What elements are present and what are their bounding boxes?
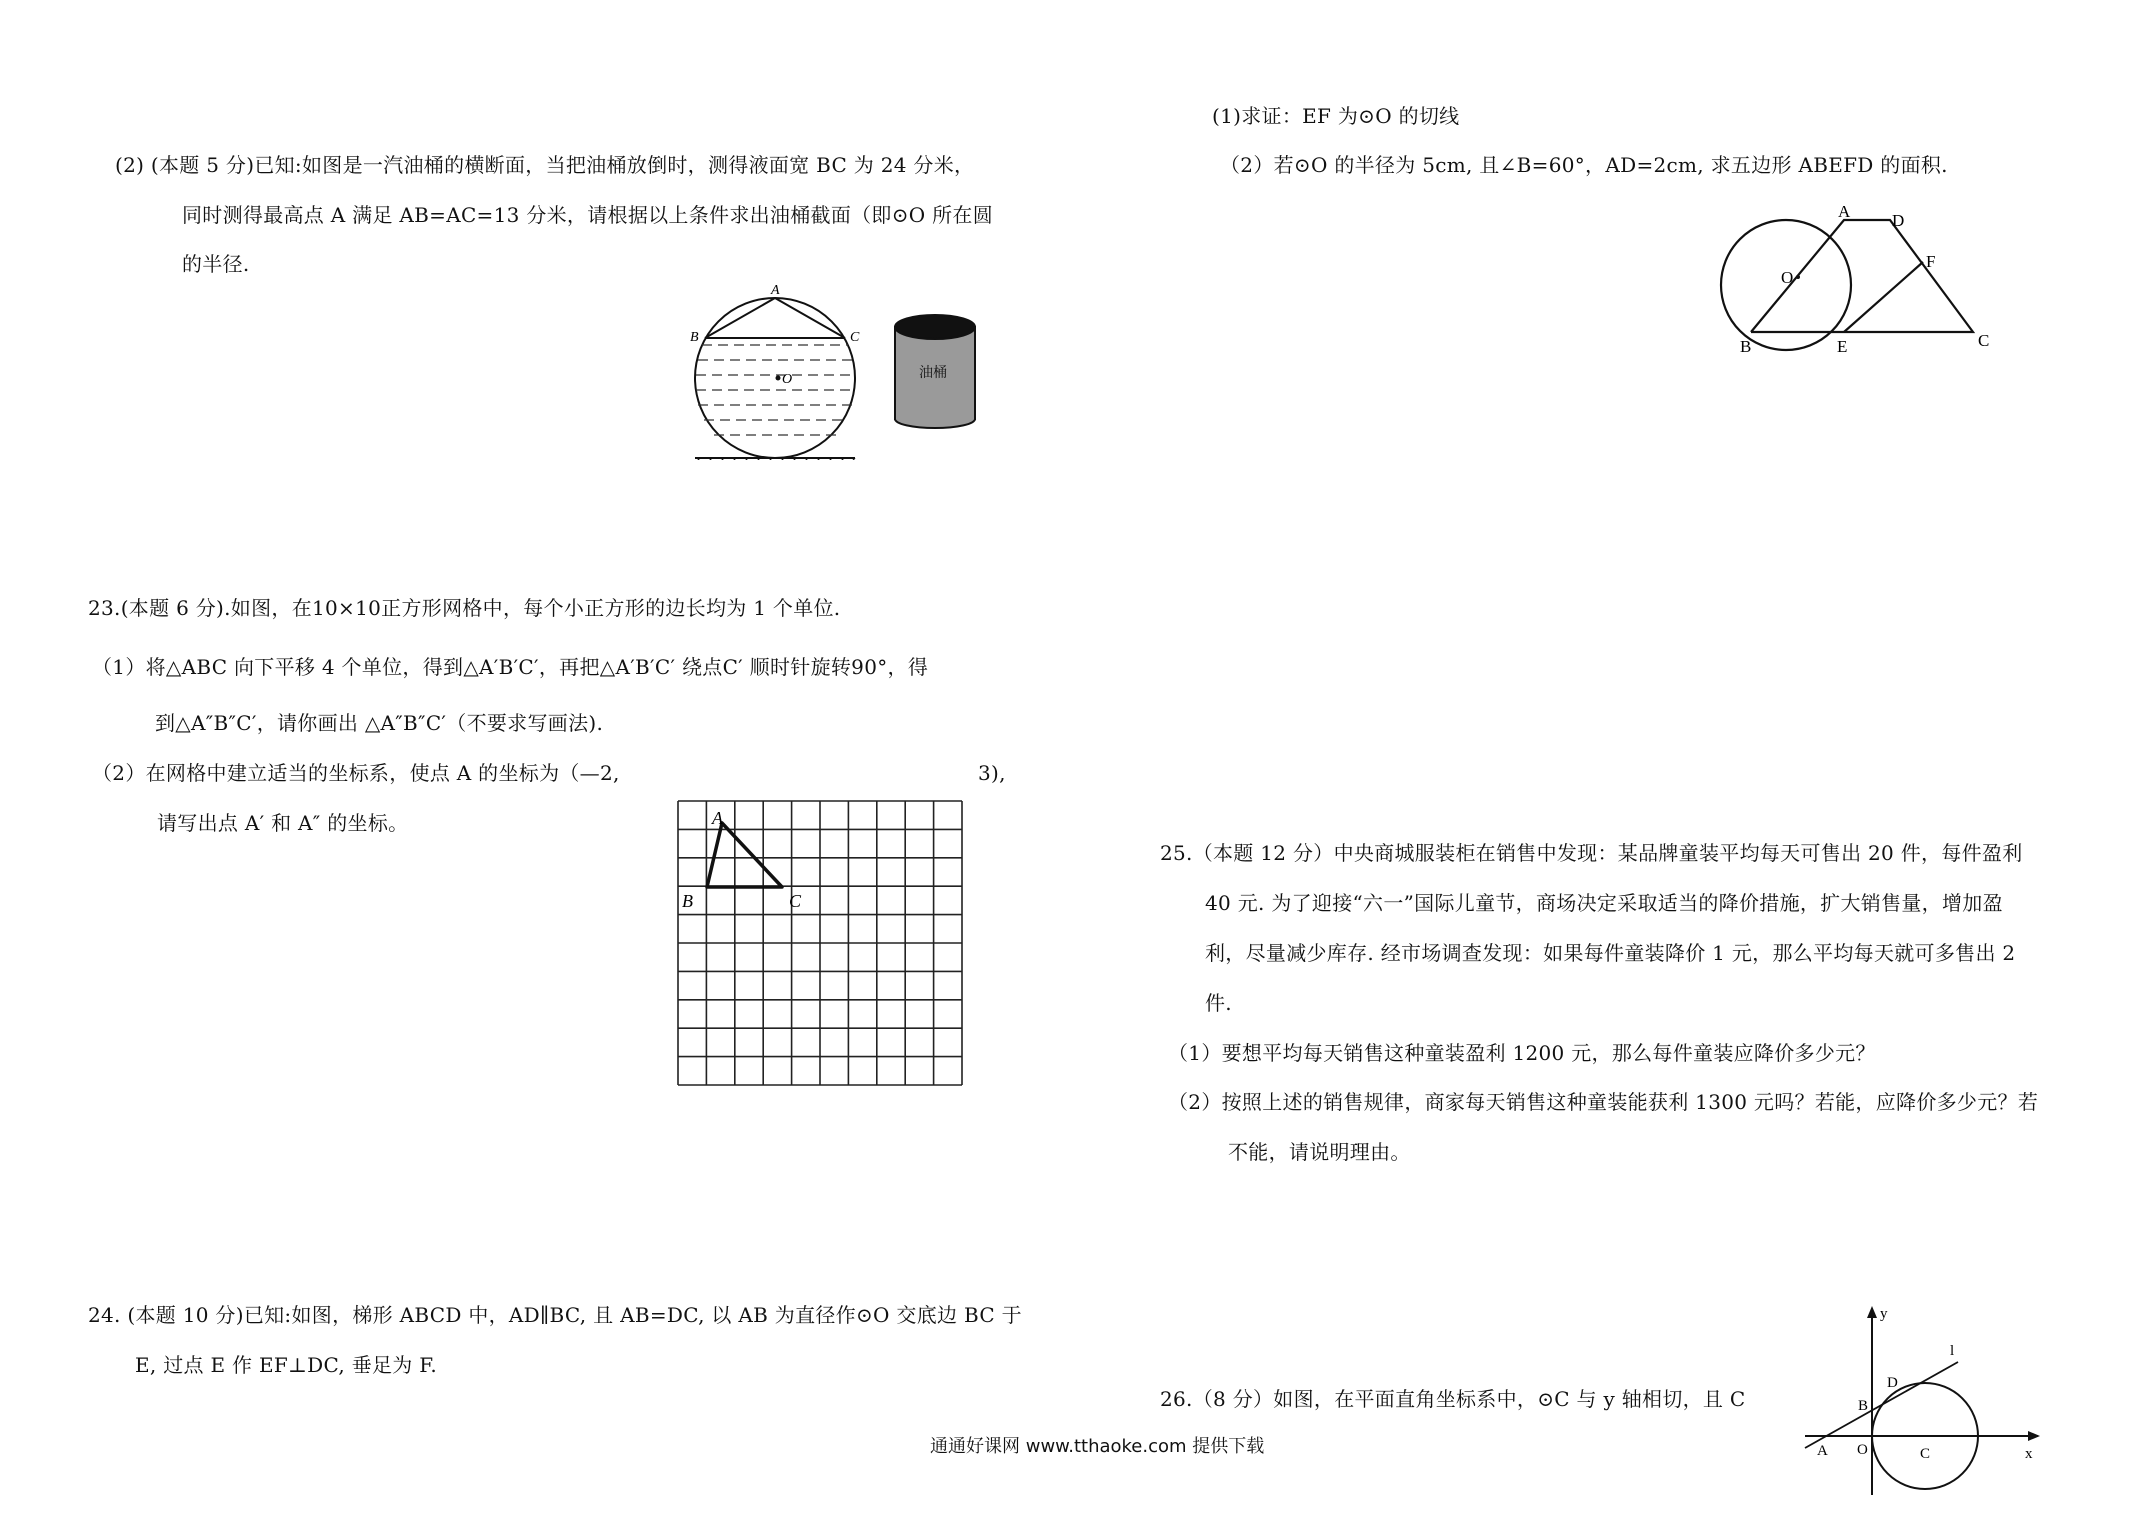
grid-figure	[672, 795, 964, 1105]
coord-label-b: B	[1858, 1398, 1869, 1414]
trap-label-b: B	[1740, 337, 1752, 356]
line-ab	[705, 298, 775, 338]
coord-label-y: y	[1880, 1306, 1888, 1322]
coord-label-l: l	[1950, 1343, 1955, 1359]
q23-part1-line2: 到△A″B″C′，请你画出 △A″B″C′（不要求写画法).	[155, 711, 604, 735]
q25-part1: （1）要想平均每天销售这种童装盈利 1200 元，那么每件童装应降价多少元？	[1168, 1041, 1876, 1065]
label-a: A	[771, 285, 780, 298]
line-ac	[775, 298, 845, 338]
center-point	[776, 376, 781, 381]
q24-part2: （2）若⊙O 的半径为 5cm, 且∠B=60°，AD=2cm, 求五边形 ABEFD 的面积.	[1220, 153, 1948, 177]
grid-label-a: A	[712, 808, 723, 828]
q25-line4: 件.	[1205, 991, 1232, 1015]
coord-label-x: x	[2025, 1446, 2033, 1462]
q22-line2: 同时测得最高点 A 满足 AB=AC=13 分米，请根据以上条件求出油桶截面（即⊙O 所在圆	[182, 203, 994, 227]
y-axis-arrow	[1867, 1306, 1877, 1318]
q23-title: 23.(本题 6 分).如图，在10×10正方形网格中，每个小正方形的边长均为 1 个单位.	[88, 596, 841, 620]
q22-line1: (2) (本题 5 分)已知:如图是一汽油桶的横断面，当把油桶放倒时，测得液面宽 BC 为 24 分米，	[115, 153, 975, 177]
label-o: O	[782, 372, 793, 387]
barrel-circle	[695, 298, 855, 458]
q25-line2: 40 元. 为了迎接“六一”国际儿童节，商场决定采取适当的降价措施，扩大销售量，增加盈	[1205, 891, 2003, 915]
line-ef	[1844, 262, 1923, 332]
trap-label-f: F	[1926, 252, 1936, 271]
q23-part2-line2: 请写出点 A′ 和 A″ 的坐标。	[157, 811, 409, 835]
label-c: C	[850, 330, 860, 345]
grid-label-c: C	[789, 891, 802, 911]
q24-part1: (1)求证：EF 为⊙O 的切线	[1212, 104, 1460, 128]
trap-label-c: C	[1978, 331, 1990, 350]
q23-part1-line1: （1）将△ABC 向下平移 4 个单位，得到△A′B′C′，再把△A′B′C′ 绕点C′ 顺时针旋转90°，得	[92, 655, 929, 679]
trap-label-o: O	[1781, 268, 1794, 287]
coord-label-c: C	[1920, 1446, 1931, 1462]
footer-text: 通通好课网 www.tthaoke.com 提供下载	[930, 1436, 1265, 1457]
coord-label-d: D	[1887, 1375, 1898, 1391]
center-o-dot	[1796, 275, 1800, 279]
trap-label-e: E	[1837, 337, 1848, 356]
q23-part2-line1-end: 3),	[978, 761, 1006, 785]
q24-line1: 24. (本题 10 分)已知:如图，梯形 ABCD 中，AD∥BC, 且 AB=DC, 以 AB 为直径作⊙O 交底边 BC 于	[88, 1303, 1022, 1327]
liquid-dashes	[696, 345, 854, 435]
q23-part2-line1: （2）在网格中建立适当的坐标系，使点 A 的坐标为（—2,	[92, 761, 620, 785]
upright-barrel	[895, 315, 975, 428]
coord-label-a: A	[1817, 1443, 1828, 1459]
q24-line2: E, 过点 E 作 EF⊥DC, 垂足为 F.	[135, 1353, 437, 1377]
q26-line1: 26.（8 分）如图，在平面直角坐标系中，⊙C 与 y 轴相切，且 C	[1160, 1387, 1746, 1411]
label-b: B	[690, 330, 699, 345]
grid-lines	[678, 801, 962, 1085]
oil-barrel-figure	[690, 285, 1010, 460]
trap-label-a: A	[1838, 205, 1851, 221]
trap-label-d: D	[1892, 211, 1905, 230]
q25-line3: 利，尽量减少库存. 经市场调查发现：如果每件童装降价 1 元，那么平均每天就可多售出 2	[1205, 941, 2016, 965]
x-axis-arrow	[2028, 1431, 2040, 1441]
q25-part2-line1: （2）按照上述的销售规律，商家每天销售这种童装能获利 1300 元吗？若能，应降价多少元？若	[1168, 1090, 2039, 1114]
coord-label-o: O	[1857, 1442, 1868, 1458]
barrel-label: 油桶	[919, 366, 947, 381]
coordinate-figure	[1800, 1300, 2045, 1500]
q22-line3: 的半径.	[182, 252, 250, 276]
triangle-abc	[707, 823, 782, 887]
q25-line1: 25.（本题 12 分）中央商城服装柜在销售中发现：某品牌童装平均每天可售出 20 件，每件盈利	[1160, 841, 2023, 865]
trapezoid-figure	[1718, 205, 2018, 365]
grid-label-b: B	[682, 891, 693, 911]
q25-part2-line2: 不能，请说明理由。	[1228, 1140, 1411, 1164]
